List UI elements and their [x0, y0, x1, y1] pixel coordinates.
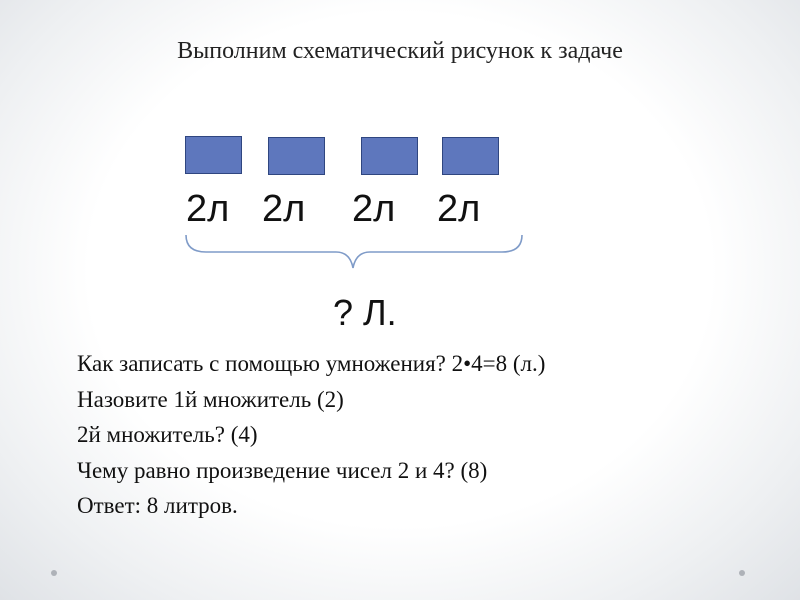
amount-label-4: 2л [437, 188, 481, 230]
question-line-3: 2й множитель? (4) [77, 422, 258, 448]
total-unknown-label: ? Л. [333, 292, 397, 333]
question-line-2: Назовите 1й множитель (2) [77, 386, 344, 412]
corner-dot-left [51, 570, 57, 576]
question-line-1: Как записать с помощью умножения? 2•4=8 (л.) [77, 351, 546, 376]
corner-dot-right [739, 570, 745, 576]
slide-title: Выполним схематический рисунок к задаче [177, 38, 623, 64]
amount-label-1: 2л [186, 188, 230, 230]
amount-label-2: 2л [262, 188, 306, 230]
question-list [77, 346, 545, 524]
question-line-4: Чему равно произведение чисел 2 и 4? (8) [77, 457, 488, 483]
answer-line: Ответ: 8 литров. [77, 493, 238, 519]
amount-label-3: 2л [352, 188, 396, 230]
